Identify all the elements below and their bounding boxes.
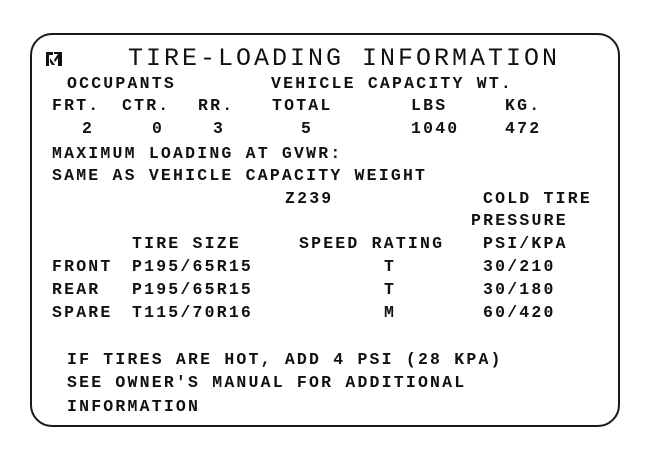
value-kg: 472 [505, 119, 542, 138]
column-total: TOTAL [272, 96, 333, 115]
tire-row-size: P195/65R15 [132, 257, 254, 276]
tire-row-rating: M [384, 303, 397, 322]
note-owners-manual: SEE OWNER'S MANUAL FOR ADDITIONAL [67, 373, 467, 392]
max-loading-code: Z239 [285, 189, 334, 208]
pressure-heading-line1: COLD TIRE [483, 189, 592, 208]
value-rr: 3 [213, 119, 226, 138]
tire-row-position: REAR [52, 280, 101, 299]
column-rr: RR. [198, 96, 235, 115]
value-lbs: 1040 [411, 119, 460, 138]
column-ctr: CTR. [122, 96, 171, 115]
column-frt: FRT. [52, 96, 101, 115]
tire-row-pressure: 30/180 [483, 280, 556, 299]
psi-kpa-heading: PSI/KPA [483, 234, 568, 253]
value-ctr: 0 [152, 119, 165, 138]
value-frt: 2 [82, 119, 95, 138]
tire-row-pressure: 30/210 [483, 257, 556, 276]
max-loading-line1: MAXIMUM LOADING AT GVWR: [52, 144, 343, 163]
tire-row-size: T115/70R16 [132, 303, 254, 322]
note-hot-tires: IF TIRES ARE HOT, ADD 4 PSI (28 KPA) [67, 350, 503, 369]
tire-row-rating: T [384, 280, 397, 299]
column-kg: KG. [505, 96, 542, 115]
max-loading-line2: SAME AS VEHICLE CAPACITY WEIGHT [52, 166, 428, 185]
brand-emblem-icon [46, 52, 62, 66]
vehicle-capacity-heading: VEHICLE CAPACITY WT. [271, 74, 514, 93]
note-information: INFORMATION [67, 397, 201, 416]
speed-rating-heading: SPEED RATING [299, 234, 445, 253]
tire-row-pressure: 60/420 [483, 303, 556, 322]
pressure-heading-line2: PRESSURE [471, 211, 568, 230]
tire-row-position: SPARE [52, 303, 113, 322]
tire-row-position: FRONT [52, 257, 113, 276]
tire-row-size: P195/65R15 [132, 280, 254, 299]
tire-size-heading: TIRE SIZE [132, 234, 241, 253]
column-lbs: LBS [411, 96, 448, 115]
tire-row-rating: T [384, 257, 397, 276]
value-total: 5 [301, 119, 314, 138]
occupants-heading: OCCUPANTS [67, 74, 176, 93]
label-title: TIRE-LOADING INFORMATION [128, 44, 561, 73]
